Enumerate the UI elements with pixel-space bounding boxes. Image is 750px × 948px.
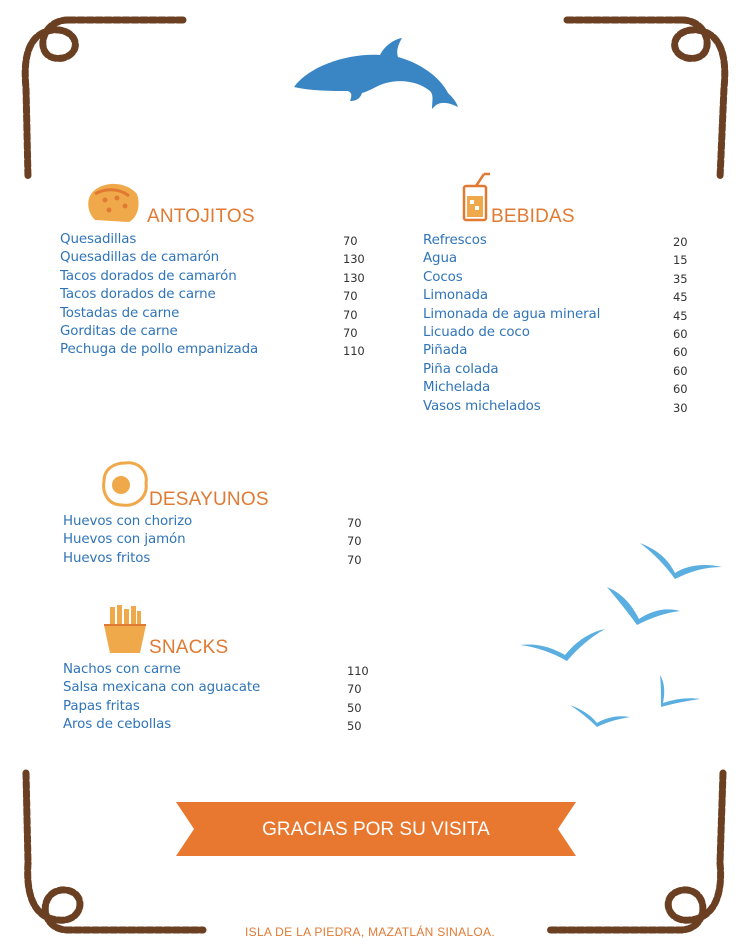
item-name: Huevos con chorizo (63, 514, 193, 529)
banner-text: GRACIAS POR SU VISITA (262, 819, 490, 840)
snacks-title: SNACKS (149, 637, 229, 658)
menu-item (63, 531, 383, 549)
menu-item (60, 286, 380, 304)
menu-item (60, 323, 380, 341)
item-price: 60 (673, 345, 688, 360)
item-name: Refrescos (423, 233, 487, 248)
item-name: Limonada (423, 288, 489, 304)
item-price: 50 (347, 719, 362, 734)
item-price: 15 (673, 253, 688, 268)
menu-item (423, 379, 713, 397)
menu-item (423, 342, 713, 360)
item-price: 70 (343, 307, 358, 322)
menu-item (63, 661, 383, 679)
antojitos-list (60, 231, 380, 360)
seagulls-icon (515, 535, 730, 735)
item-name: Quesadillas de camarón (60, 250, 220, 266)
item-name: Papas fritas (63, 698, 140, 714)
item-price: 70 (347, 552, 362, 567)
menu-item (423, 287, 713, 305)
bebidas-title: BEBIDAS (491, 206, 575, 227)
drink-glass-icon (460, 172, 492, 224)
item-name: Cocos (423, 269, 463, 285)
menu-item (60, 268, 380, 286)
menu-item (60, 249, 380, 267)
menu-item (63, 550, 383, 568)
menu-item (423, 232, 713, 250)
item-price: 60 (673, 363, 688, 378)
menu-item (60, 341, 380, 359)
item-name: Tacos dorados de carne (60, 287, 216, 303)
item-price: 110 (343, 344, 365, 359)
menu-item (423, 324, 713, 342)
item-price: 70 (347, 534, 362, 549)
menu-item (423, 398, 713, 416)
menu-item (423, 306, 713, 324)
item-name: Pechuga de pollo empanizada (60, 342, 259, 358)
desayunos-title: DESAYUNOS (149, 489, 269, 510)
item-price: 60 (673, 326, 688, 341)
item-price: 130 (343, 270, 365, 285)
item-price: 45 (673, 308, 688, 323)
item-price: 130 (343, 252, 365, 267)
menu-item (63, 698, 383, 716)
item-price: 20 (673, 235, 688, 249)
item-name: Huevos fritos (63, 550, 151, 566)
item-price: 30 (673, 400, 688, 415)
item-price: 110 (347, 664, 369, 678)
item-name: Nachos con carne (63, 662, 181, 677)
menu-item (60, 305, 380, 323)
item-name: Huevos con jamón (63, 532, 186, 548)
menu-item (423, 250, 713, 268)
dolphin-icon (290, 35, 460, 115)
item-name: Piñada (423, 343, 468, 359)
item-price: 50 (347, 700, 362, 715)
item-price: 70 (347, 516, 362, 530)
item-name: Piña colada (423, 361, 499, 377)
menu-item (63, 679, 383, 697)
item-price: 35 (673, 271, 688, 286)
item-price: 60 (673, 382, 688, 397)
footer-location: ISLA DE LA PIEDRA, MAZATLÁN SINALOA. (245, 925, 495, 939)
item-price: 70 (347, 682, 362, 697)
item-name: Licuado de coco (423, 324, 530, 340)
menu-item (63, 716, 383, 734)
item-name: Tacos dorados de camarón (60, 268, 237, 284)
item-name: Vasos michelados (423, 398, 541, 414)
taco-icon (85, 180, 143, 226)
rope-corner-top-left-icon (8, 8, 188, 183)
item-name: Michelada (423, 380, 491, 396)
rope-corner-top-right-icon (562, 8, 742, 183)
item-name: Tostadas de carne (60, 305, 180, 321)
snacks-list (63, 661, 383, 735)
menu-item (423, 269, 713, 287)
menu-item (60, 231, 380, 249)
item-name: Quesadillas (60, 232, 137, 247)
item-name: Limonada de agua mineral (423, 306, 601, 322)
item-name: Gorditas de carne (60, 323, 178, 339)
menu-item (423, 361, 713, 379)
item-price: 70 (343, 234, 358, 248)
item-price: 70 (343, 289, 358, 304)
item-name: Agua (423, 251, 457, 267)
fries-icon (102, 603, 148, 655)
desayunos-list (63, 513, 383, 568)
item-price: 70 (343, 325, 358, 340)
item-name: Salsa mexicana con aguacate (63, 680, 261, 696)
item-price: 45 (673, 290, 688, 305)
menu-item (63, 513, 383, 531)
item-name: Aros de cebollas (63, 717, 172, 733)
antojitos-title: ANTOJITOS (147, 206, 255, 227)
bebidas-list (423, 232, 713, 416)
fried-egg-icon (100, 459, 150, 509)
